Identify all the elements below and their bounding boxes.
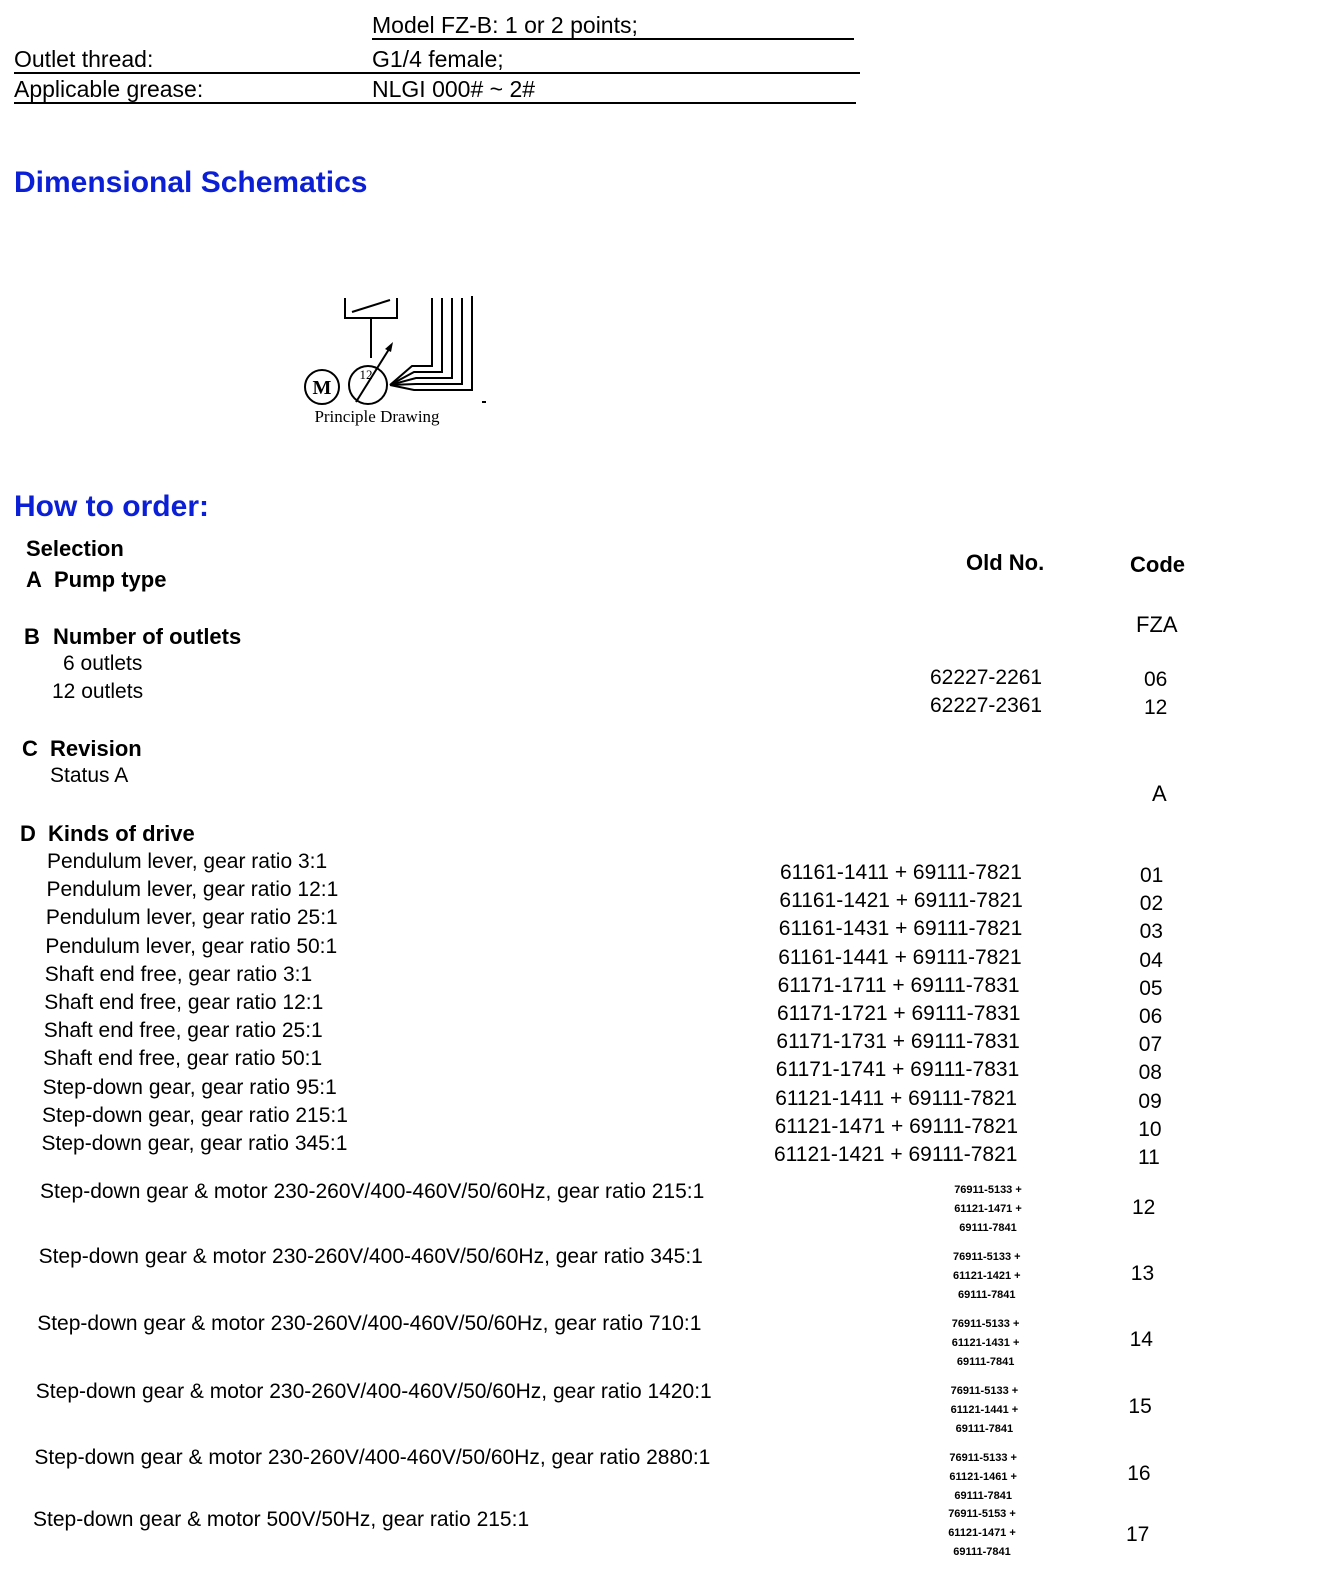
motor-drive-old-no: 61121-1441 + bbox=[950, 1404, 1019, 1416]
drive-option-code: 07 bbox=[1138, 1033, 1163, 1057]
outlet-option-code: 06 bbox=[1144, 668, 1168, 691]
section-c-letter: C bbox=[22, 736, 38, 761]
revision-code: A bbox=[1152, 781, 1167, 806]
section-c-title: Revision bbox=[50, 736, 142, 761]
motor-drive-old-no: 76911-5133 + bbox=[950, 1385, 1019, 1397]
outlet-thread-label: Outlet thread: bbox=[14, 46, 154, 72]
drive-option-old-no: 61171-1731 + 69111-7831 bbox=[776, 1030, 1020, 1054]
motor-drive-old-no: 76911-5133 + bbox=[954, 1184, 1022, 1196]
drive-option-label: Pendulum lever, gear ratio 12:1 bbox=[46, 878, 339, 902]
revision-item: Status A bbox=[50, 764, 129, 787]
motor-drive-old-no: 69111-7841 bbox=[956, 1356, 1015, 1368]
drive-option-label: Pendulum lever, gear ratio 25:1 bbox=[45, 906, 338, 930]
section-b-letter: B bbox=[24, 624, 40, 649]
old-no-header: Old No. bbox=[966, 550, 1045, 575]
divider bbox=[14, 102, 856, 104]
section-d-letter: D bbox=[20, 821, 36, 846]
motor-drive-label: Step-down gear & motor 230-260V/400-460V/50/60Hz, gear ratio 710:1 bbox=[37, 1312, 702, 1335]
motor-drive-old-no: 69111-7841 bbox=[959, 1222, 1017, 1234]
drive-option-code: 06 bbox=[1139, 1005, 1163, 1028]
drive-option-label: Shaft end free, gear ratio 3:1 bbox=[44, 962, 313, 986]
motor-drive-label: Step-down gear & motor 230-260V/400-460V/50/60Hz, gear ratio 2880:1 bbox=[34, 1446, 711, 1469]
drive-option-old-no: 61121-1421 + 69111-7821 bbox=[774, 1143, 1018, 1166]
outlet-option-code: 12 bbox=[1144, 696, 1168, 719]
drive-option-code: 03 bbox=[1139, 920, 1163, 944]
outlet-thread-value: G1/4 female; bbox=[372, 46, 504, 72]
motor-drive-old-no: 61121-1471 + bbox=[954, 1203, 1022, 1215]
how-to-order-heading: How to order: bbox=[14, 490, 209, 523]
motor-drive-label: Step-down gear & motor 230-260V/400-460V/50/60Hz, gear ratio 1420:1 bbox=[35, 1380, 712, 1403]
motor-drive-old-no: 76911-5153 + bbox=[948, 1508, 1016, 1520]
outlet-option-old-no: 62227-2361 bbox=[930, 694, 1043, 717]
drive-option-code: 05 bbox=[1139, 976, 1163, 1000]
motor-drive-old-no: 61121-1431 + bbox=[951, 1337, 1020, 1349]
outlet-option-old-no: 62227-2261 bbox=[930, 666, 1043, 689]
principle-drawing bbox=[290, 286, 510, 456]
motor-drive-label: Step-down gear & motor 230-260V/400-460V/50/60Hz, gear ratio 345:1 bbox=[38, 1245, 703, 1268]
motor-drive-old-no: 76911-5133 + bbox=[952, 1251, 1021, 1263]
pump-symbol: 12 bbox=[359, 367, 373, 382]
drive-option-label: Shaft end free, gear ratio 12:1 bbox=[44, 991, 324, 1014]
motor-drive-old-no: 76911-5133 + bbox=[951, 1318, 1020, 1330]
outlet-option-label: 6 outlets bbox=[63, 652, 143, 675]
drive-option-old-no: 61171-1741 + 69111-7831 bbox=[775, 1058, 1020, 1082]
drive-option-old-no: 61121-1471 + 69111-7821 bbox=[774, 1114, 1019, 1138]
motor-drive-label: Step-down gear & motor 230-260V/400-460V/50/60Hz, gear ratio 215:1 bbox=[40, 1180, 705, 1203]
code-header: Code bbox=[1130, 552, 1185, 577]
drive-option-code: 02 bbox=[1139, 892, 1164, 916]
drive-option-label: Shaft end free, gear ratio 50:1 bbox=[43, 1047, 323, 1071]
motor-drive-old-no: 69111-7841 bbox=[953, 1546, 1011, 1558]
motor-drive-code: 16 bbox=[1127, 1462, 1151, 1485]
drive-option-old-no: 61161-1421 + 69111-7821 bbox=[779, 889, 1023, 913]
outlet-option-label: 12 outlets bbox=[52, 680, 144, 703]
motor-drive-code: 12 bbox=[1132, 1196, 1156, 1219]
motor-drive-label: Step-down gear & motor 500V/50Hz, gear ratio 215:1 bbox=[33, 1508, 530, 1531]
grease-label: Applicable grease: bbox=[14, 76, 204, 102]
motor-drive-old-no: 61121-1461 + bbox=[949, 1471, 1017, 1483]
motor-drive-code: 14 bbox=[1129, 1328, 1153, 1351]
drive-option-old-no: 61161-1431 + 69111-7821 bbox=[778, 917, 1023, 941]
drive-option-code: 01 bbox=[1140, 864, 1164, 887]
motor-drive-code: 13 bbox=[1130, 1262, 1155, 1285]
drive-option-label: Step-down gear, gear ratio 95:1 bbox=[42, 1075, 337, 1099]
divider bbox=[14, 72, 860, 74]
motor-drive-old-no: 76911-5133 + bbox=[949, 1452, 1017, 1464]
drive-option-old-no: 61161-1441 + 69111-7821 bbox=[778, 945, 1022, 969]
drive-option-old-no: 61161-1411 + 69111-7821 bbox=[780, 861, 1022, 884]
dimensional-schematics-heading: Dimensional Schematics bbox=[14, 166, 368, 199]
drive-option-label: Step-down gear, gear ratio 345:1 bbox=[41, 1132, 348, 1155]
drive-option-code: 11 bbox=[1138, 1146, 1160, 1169]
section-a-letter: A bbox=[26, 567, 42, 592]
drive-option-old-no: 61121-1411 + 69111-7821 bbox=[775, 1086, 1018, 1110]
section-b-title: Number of outlets bbox=[53, 624, 242, 649]
selection-label: Selection bbox=[26, 536, 124, 561]
model-value: Model FZ-B: 1 or 2 points; bbox=[372, 12, 638, 38]
motor-drive-old-no: 69111-7841 bbox=[958, 1289, 1016, 1301]
divider bbox=[372, 38, 854, 40]
drive-option-label: Pendulum lever, gear ratio 3:1 bbox=[47, 850, 328, 873]
drive-option-old-no: 61171-1711 + 69111-7831 bbox=[777, 973, 1020, 997]
drive-option-code: 10 bbox=[1138, 1117, 1162, 1141]
motor-drive-old-no: 69111-7841 bbox=[954, 1490, 1012, 1502]
motor-drive-code: 15 bbox=[1128, 1395, 1152, 1418]
drive-option-code: 04 bbox=[1139, 948, 1163, 972]
drive-option-code: 08 bbox=[1138, 1061, 1162, 1085]
section-a-title: Pump type bbox=[54, 567, 167, 592]
grease-value: NLGI 000# ~ 2# bbox=[372, 76, 536, 102]
motor-symbol: M bbox=[312, 377, 332, 399]
motor-drive-old-no: 61121-1471 + bbox=[948, 1527, 1016, 1539]
drive-option-label: Step-down gear, gear ratio 215:1 bbox=[42, 1103, 348, 1127]
drive-option-label: Pendulum lever, gear ratio 50:1 bbox=[45, 934, 338, 958]
motor-drive-old-no: 61121-1421 + bbox=[952, 1270, 1021, 1282]
drive-option-old-no: 61171-1721 + 69111-7831 bbox=[777, 1002, 1021, 1025]
motor-drive-old-no: 69111-7841 bbox=[955, 1423, 1014, 1435]
section-d-title: Kinds of drive bbox=[48, 821, 195, 846]
motor-drive-code: 17 bbox=[1126, 1523, 1150, 1546]
drive-option-label: Shaft end free, gear ratio 25:1 bbox=[43, 1019, 323, 1043]
drive-option-code: 09 bbox=[1138, 1089, 1162, 1113]
pump-type-code: FZA bbox=[1136, 612, 1178, 637]
diagram-caption: Principle Drawing bbox=[314, 407, 440, 426]
